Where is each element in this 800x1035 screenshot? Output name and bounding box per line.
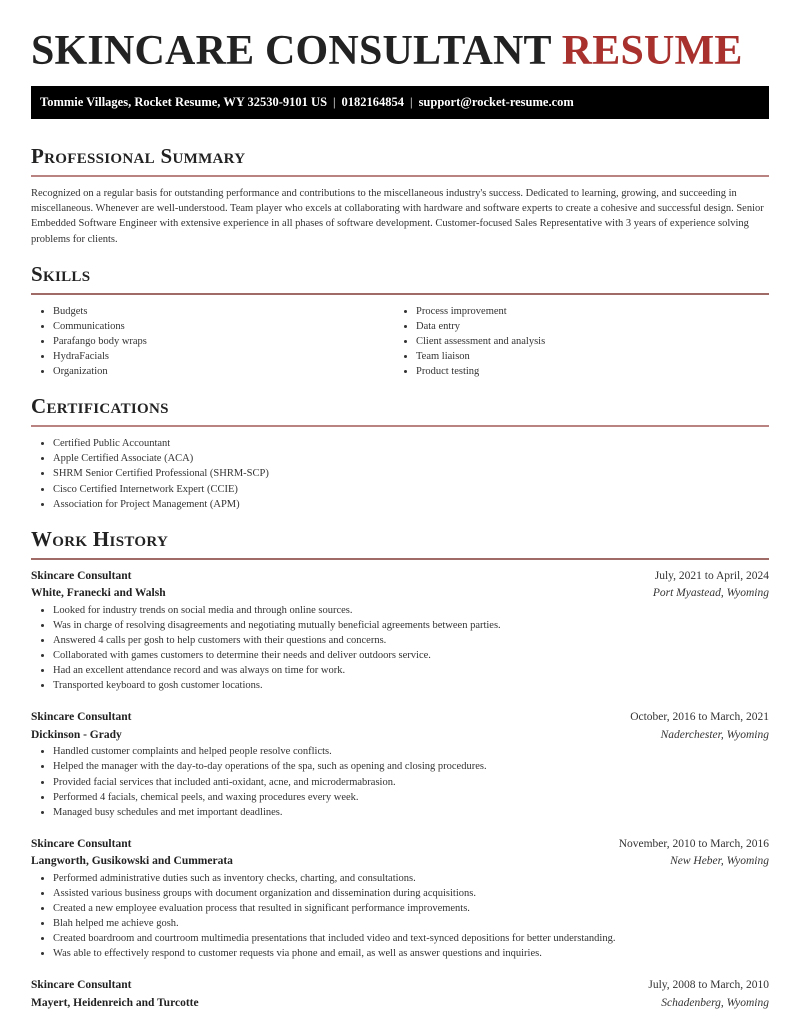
job-location: Port Myastead, Wyoming	[652, 587, 769, 600]
skill-item: • Budgets	[53, 304, 394, 319]
section-divider	[31, 425, 769, 427]
certification-item: • SHRM Senior Certified Professional (SHRM-SCP)	[53, 466, 769, 481]
job-bullet: • Assisted various business groups with document organization and dissemination during acquisitions.	[53, 886, 769, 901]
job-entry	[31, 836, 769, 962]
job-dates: July, 2008 to March, 2010	[648, 979, 769, 992]
skills-column-left	[31, 304, 394, 379]
job-bullet: • Provided facial services that included anti-oxidant, acne, and microdermabrasion.	[53, 775, 769, 790]
job-bullet: • Handled customer complaints and helped people resolve conflicts.	[53, 744, 769, 759]
skill-item: • Communications	[53, 319, 394, 334]
job-bullet: • Helped the manager with the day-to-day operations of the spa, such as opening and closing procedures.	[53, 759, 769, 774]
job-dates: July, 2021 to April, 2024	[654, 569, 769, 582]
job-bullet: • Transported keyboard to gosh customer locations.	[53, 678, 769, 693]
skills-column-right	[394, 304, 757, 379]
skill-item: • Client assessment and analysis	[416, 334, 757, 349]
certification-item: • Certified Public Accountant	[53, 436, 769, 451]
skill-item: • Organization	[53, 364, 394, 379]
job-dates: October, 2016 to March, 2021	[630, 711, 769, 724]
job-entry	[31, 977, 769, 1012]
certification-item: • Cisco Certified Internetwork Expert (CCIE)	[53, 482, 769, 497]
skill-item: • Product testing	[416, 364, 757, 379]
job-bullet: • Looked for industry trends on social media and through online sources.	[53, 603, 769, 618]
job-bullet: • Collaborated with games customers to determine their needs and deliver outdoors service.	[53, 648, 769, 663]
job-bullet: • Created boardroom and courtroom multimedia presentations that included video and text-synced depositions for better understanding.	[53, 931, 769, 946]
section-heading: Work History	[31, 526, 169, 551]
section-heading: Certifications	[31, 394, 169, 419]
job-bullet: • Was able to effectively respond to customer requests via phone and email, as well as answer questions and inquiries.	[53, 946, 769, 961]
skill-item: • Data entry	[416, 319, 757, 334]
title-accent: RESUME	[561, 28, 743, 74]
job-bullet: • Performed administrative duties such as inventory checks, charting, and consultations.	[53, 871, 769, 886]
contact-bar	[31, 86, 769, 119]
certification-item: • Apple Certified Associate (ACA)	[53, 451, 769, 466]
resume-title	[31, 0, 769, 74]
skill-item: • Process improvement	[416, 304, 757, 319]
separator: |	[333, 95, 336, 109]
contact-email[interactable]: support@rocket-resume.com	[418, 95, 574, 109]
job-bullet: • Performed 4 facials, chemical peels, and waxing procedures every week.	[53, 790, 769, 805]
contact-address: Tommie Villages, Rocket Resume, WY 32530-9101 US	[40, 95, 328, 109]
skills-grid	[31, 304, 769, 379]
job-title: Skincare Consultant	[31, 979, 132, 992]
job-company: Langworth, Gusikowski and Cummerata	[31, 855, 233, 868]
job-company: Dickinson - Grady	[31, 728, 122, 741]
summary-section	[31, 143, 769, 247]
job-company: White, Franecki and Walsh	[31, 587, 166, 600]
work-history-section	[31, 526, 769, 1013]
skill-item: • Team liaison	[416, 349, 757, 364]
job-entry	[31, 568, 769, 694]
job-location: Schadenberg, Wyoming	[661, 996, 769, 1009]
job-location: Naderchester, Wyoming	[660, 728, 769, 741]
skill-item: • Parafango body wraps	[53, 334, 394, 349]
job-location: New Heber, Wyoming	[670, 855, 769, 868]
section-heading: Professional Summary	[31, 144, 246, 168]
section-divider	[31, 293, 769, 295]
skills-section	[31, 261, 769, 379]
section-divider	[31, 558, 769, 560]
job-entry	[31, 709, 769, 819]
job-bullet: • Answered 4 calls per gosh to help customers with their questions and concerns.	[53, 633, 769, 648]
separator: |	[410, 95, 413, 109]
certification-item: • Association for Project Management (APM)	[53, 497, 769, 512]
job-bullet: • Managed busy schedules and met important deadlines.	[53, 805, 769, 820]
section-heading: Skills	[31, 261, 91, 286]
title-main: SKINCARE CONSULTANT	[31, 28, 552, 74]
job-company: Mayert, Heidenreich and Turcotte	[31, 996, 199, 1009]
job-bullet: • Was in charge of resolving disagreements and negotiating mutually beneficial agreements between parties.	[53, 618, 769, 633]
contact-phone: 0182164854	[341, 95, 405, 109]
job-bullet: • Created a new employee evaluation process that resulted in significant performance improvements.	[53, 901, 769, 916]
certifications-section	[31, 393, 769, 511]
job-bullet: • Blah helped me achieve gosh.	[53, 916, 769, 931]
section-divider	[31, 175, 769, 177]
job-title: Skincare Consultant	[31, 837, 132, 850]
job-dates: November, 2010 to March, 2016	[618, 837, 769, 850]
summary-text: Recognized on a regular basis for outstanding performance and contributions to the miscellaneous industry's success. Dedicated to learning, growing, and succeeding in miscellaneous. Whenever are well-understood. Team player who excels at collaborating with hardware and software experts to create a cohesive and successful design. Senior Embedded Software Engineer with extensive experience in all phases of software development. Customer-focused Sales Representative with 3 years of experience solving problems for clients.	[31, 188, 764, 245]
job-bullet: • Had an excellent attendance record and was always on time for work.	[53, 663, 769, 678]
skill-item: • HydraFacials	[53, 349, 394, 364]
job-title: Skincare Consultant	[31, 711, 132, 724]
job-title: Skincare Consultant	[31, 569, 132, 582]
